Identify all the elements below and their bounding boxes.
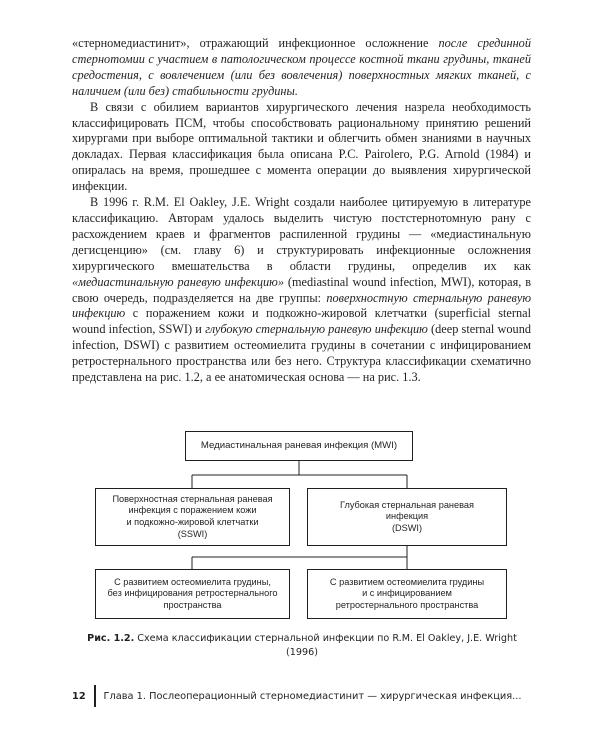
diagram-box-osteo-with-text: С развитием остеомиелита грудины и с инфицированием ретростернального пространства [329, 576, 485, 610]
footer-divider [94, 685, 96, 707]
running-title: Глава 1. Послеоперационный стерномедиастинит — хирургическая инфекция... [103, 690, 522, 702]
diagram-box-osteo-without [95, 569, 290, 619]
page-footer [72, 685, 532, 707]
diagram-box-dswi [307, 488, 507, 546]
italic-text: «медиастинальную раневую инфекцию» [72, 274, 284, 289]
text-run: «стерномедиастинит», отражающий инфекционное осложнение [72, 36, 439, 50]
italic-text: после срединной стернотомии с участием в патологическом процессе костной ткани грудины, тканей средостения, с вовлечением (или без вовлечения) поверхностных мягких тканей, с наличием (или без) стабильности грудины. [72, 36, 531, 98]
caption-text: Схема классификации стернальной инфекции по R.M. El Oakley, J.E. Wright (1996) [134, 633, 517, 658]
caption-label: Рис. 1.2. [87, 633, 135, 644]
diagram-box-mwi-text: Медиастинальная раневая инфекция (MWI) [200, 440, 398, 452]
text-run: с поражением кожи и подкожно-жировой клетчатки (superficial sternal wound infection, SSWI) и [72, 306, 531, 337]
diagram-box-dswi-text: Глубокая стернальная раневая инфекция (DSWI) [340, 499, 474, 533]
text-run: В 1996 г. R.M. El Oakley, J.E. Wright создали наиболее цитируемую в литературе классификацию. Авторам удалось выделить чистую постстернотомную рану с расхождением краев и фрагментов распиленной грудины — «медиастинальную дегисценцию» (см. главу 6) и структурировать инфекционные осложнения хирургического вмешательства в области грудины, определив их как [72, 195, 531, 273]
text-run: В связи с обилием вариантов хирургического лечения назрела необходимость классифицировать ПСМ, чтобы способствовать рациональному принятию решений хирургами при выборе оптимальной тактики и облегчить обмен знаниями в научных докладах. Первая классификация была описана P.C. Pairolero, P.G. Arnold (1984) и опиралась на время, прошедшее с момента операции до выявления хирургической инфекции. [72, 99, 531, 194]
classification-diagram [72, 425, 532, 625]
paragraph [72, 100, 531, 195]
diagram-box-osteo-with [307, 569, 507, 619]
diagram-box-sswi [95, 488, 290, 546]
page-number: 12 [72, 690, 86, 702]
paragraph [72, 195, 531, 386]
text-run: (deep sternal wound infection, DSWI) с развитием остеомиелита грудины в сочетании с инфицированием ретростернального пространства или без него. Структура классификации схематично представлена на рис. 1.2, а ее анатомическая основа — на рис. 1.3. [72, 322, 531, 385]
diagram-box-mwi [185, 431, 413, 461]
text-run: (mediastinal wound infection, MWI), которая, в свою очередь, подразделяется на две группы: [72, 274, 531, 305]
paragraph [72, 36, 531, 100]
italic-text: глубокую стернальную раневую инфекцию [205, 322, 428, 337]
diagram-box-sswi-text: Поверхностная стернальная раневая инфекция с поражением кожи и подкожно-жировой клетчатки (SSWI) [112, 493, 273, 539]
diagram-box-osteo-without-text: С развитием остеомиелита грудины, без инфицирования ретростернального пространства [107, 576, 278, 610]
figure-caption [76, 632, 528, 660]
body-text [72, 36, 531, 386]
italic-text: поверхностную стернальную раневую инфекцию [72, 290, 531, 321]
